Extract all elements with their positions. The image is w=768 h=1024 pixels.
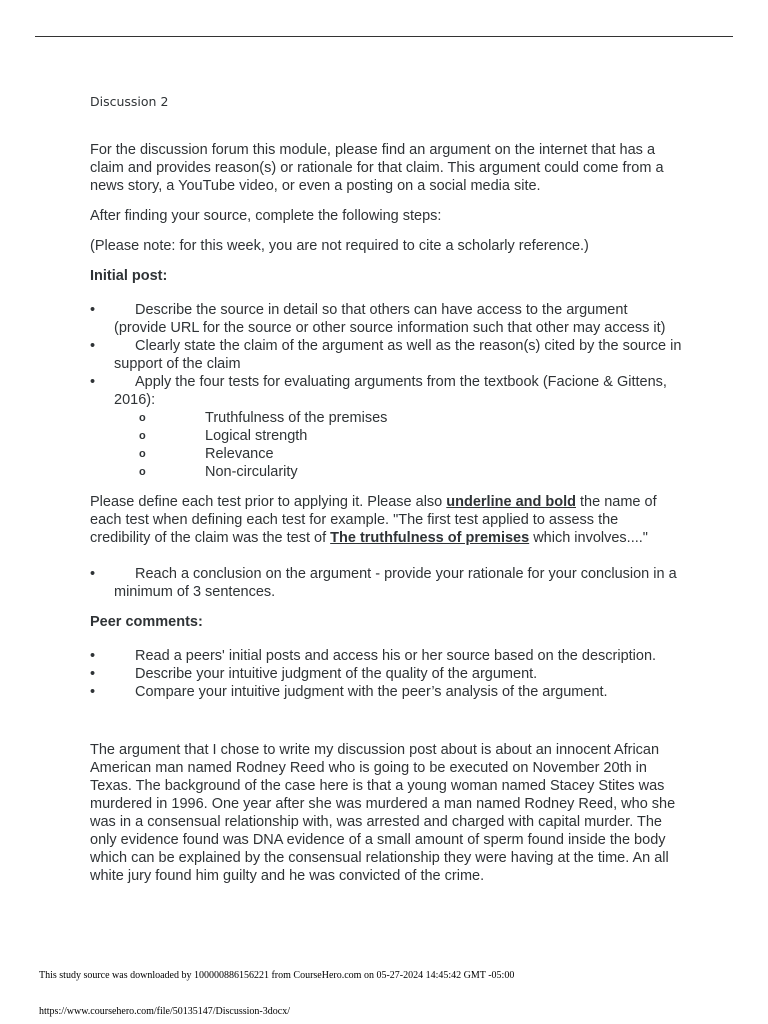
peer-comments-heading: Peer comments: [90, 614, 203, 630]
list-item: • Compare your intuitive judgment with the peer’s analysis of the argument. [90, 683, 682, 701]
test-item: o Logical strength [114, 427, 682, 445]
tests-list [114, 409, 682, 481]
header-rule [35, 36, 733, 37]
document-title: Discussion 2 [90, 94, 169, 109]
list-item: • Describe the source in detail so that others can have access to the argument (provide URL for the source or other source information such that other may access it) [90, 301, 682, 337]
download-notice: This study source was downloaded by 100000886156221 from CourseHero.com on 05-27-2024 14:45:42 GMT -05:00 [39, 970, 515, 981]
list-item: • Apply the four tests for evaluating arguments from the textbook (Facione & Gittens, 2016): o Truthfulness of the premises o Logical strength o Relevance o Non-circularity [90, 373, 682, 481]
discussion-post-paragraph: The argument that I chose to write my discussion post about is about an innocent African American man named Rodney Reed who is going to be executed on November 20th in Texas. The background of the case here is that a young woman named Stacey Stites was murdered in 1996. One year after she was murdered a man named Rodney Reed, who she was in a consensual relationship with, was arrested and charged with capital murder. The only evidence found was DNA evidence of a small amount of sperm found inside the body which can be explained by the consensual relationship they were having at the time. An all white jury found him guilty and he was convicted of the crime. [90, 742, 676, 884]
emphasis-truthfulness: The truthfulness of premises [330, 530, 530, 546]
intro-paragraph: After finding your source, complete the following steps: [90, 208, 442, 224]
test-item: o Truthfulness of the premises [114, 409, 682, 427]
emphasis-underline-bold: underline and bold [446, 494, 576, 510]
list-item: • Reach a conclusion on the argument - provide your rationale for your conclusion in a minimum of 3 sentences. [90, 565, 682, 601]
peer-comments-list [90, 647, 682, 701]
test-item: o Relevance [114, 445, 682, 463]
initial-post-heading: Initial post: [90, 268, 168, 284]
intro-paragraph: (Please note: for this week, you are not required to cite a scholarly reference.) [90, 238, 589, 254]
define-paragraph: Please define each test prior to applying it. Please also underline and bold the name of each test when defining each test for example. "The first test applied to assess the credibility of the claim was the test of The truthfulness of premises which involves...." [90, 494, 657, 546]
list-item: • Describe your intuitive judgment of the quality of the argument. [90, 665, 682, 683]
initial-post-list [90, 301, 682, 481]
source-url[interactable]: https://www.coursehero.com/file/50135147/Discussion-3docx/ [39, 1006, 290, 1017]
list-item: • Read a peers' initial posts and access his or her source based on the description. [90, 647, 682, 665]
list-item: • Clearly state the claim of the argument as well as the reason(s) cited by the source in support of the claim [90, 337, 682, 373]
intro-paragraph: For the discussion forum this module, please find an argument on the internet that has a claim and provides reason(s) or rationale for that claim. This argument could come from a news story, a YouTube video, or even a posting on a social media site. [90, 142, 664, 194]
document-body [90, 94, 682, 897]
conclusion-list [90, 565, 682, 601]
test-item: o Non-circularity [114, 463, 682, 481]
